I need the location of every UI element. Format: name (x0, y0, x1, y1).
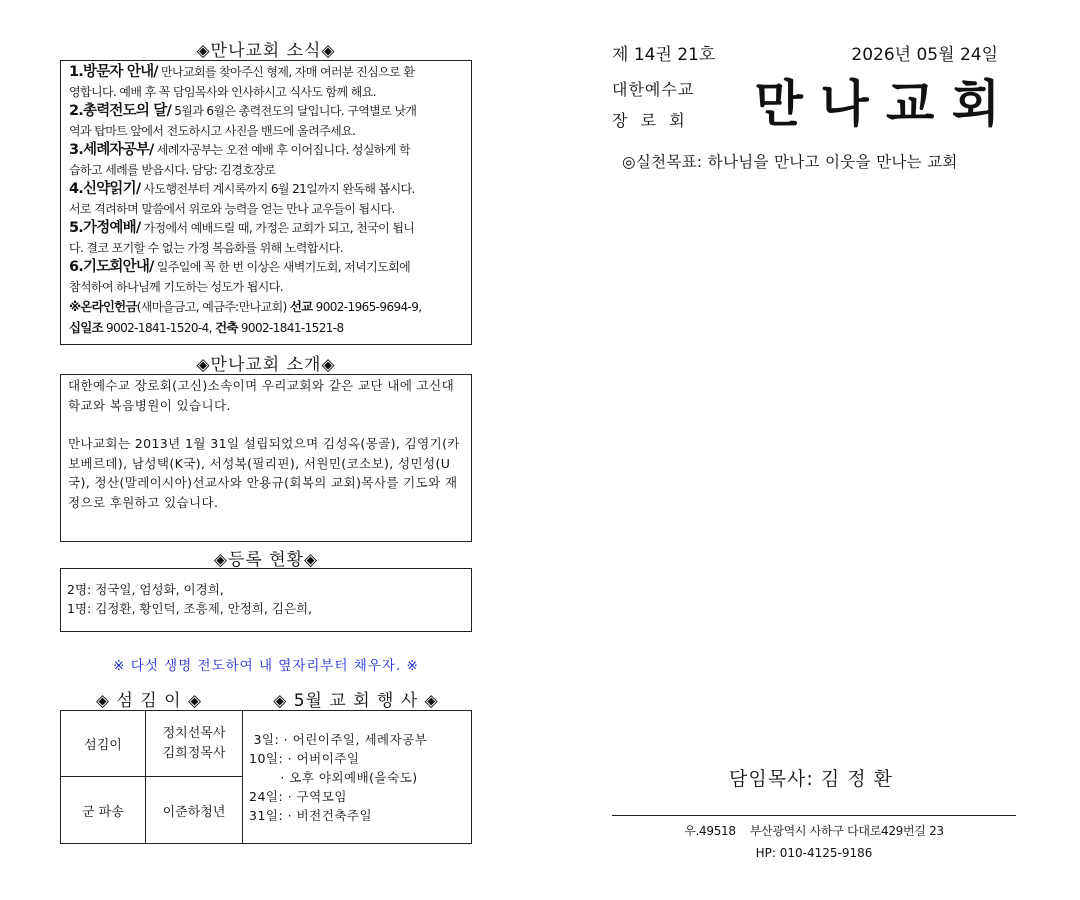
news-item-text: 사도행전부터 계시록까지 6월 21일까지 완독해 봅시다. (140, 182, 415, 196)
news-item-text: 영합니다. 예배 후 꼭 담임목사와 인사하시고 식사도 함께 해요. (69, 84, 376, 99)
events-list (249, 730, 471, 825)
church-phone: HP: 010-4125-9186 (755, 846, 873, 860)
serve-names-1 (146, 711, 243, 777)
account-text2: 9002-1841-1521-8 (237, 320, 344, 335)
events-section-title: ◈ 5월 교 회 행 사 ◈ (273, 691, 439, 711)
news-item-text: 역과 탑마트 앞에서 전도하시고 사진을 밴드에 올려주세요. (69, 123, 356, 138)
account-line (69, 318, 463, 339)
denomination-line-2: 장 로 회 (612, 111, 686, 130)
event-line: 10일: · 어버이주일 (249, 750, 360, 766)
intro-paragraph-2: 만나교회는 2013년 1월 31일 설립되었으며 김성옥(몽골), 김영기(카보베르데), 남성택(K국), 서성복(필리핀), 서원민(코소보), 성민성(U국), 정산(말레이시아)선교사와 안용규(회복의 교회)목사를 기도와 재정으로 후원하고 있습니다. (68, 436, 460, 510)
volume-number: 제 14권 21호 (612, 45, 716, 65)
news-item-line (69, 258, 463, 278)
news-item-text: 일주일에 꼭 한 번 이상은 새벽기도회, 저녁기도회에 (153, 260, 411, 274)
serve-names-2 (146, 777, 243, 844)
news-item-line (69, 278, 463, 298)
register-line-2: 2명: 정국일, 엄성화, 이경희, (67, 582, 224, 597)
news-list (69, 63, 463, 297)
news-item-text: 세례자공부는 오전 예배 후 이어집니다. 성실하게 학 (153, 143, 411, 157)
practice-goal: ◎실천목표: 하나님을 만나고 이웃을 만나는 교회 (622, 153, 958, 171)
serve-section-title: ◈ 섬 김 이 ◈ (95, 691, 203, 711)
account-text: 9002-1841-1520-4, (102, 320, 216, 335)
news-item-line (69, 122, 463, 142)
news-item-line (69, 239, 463, 259)
event-line: 3일: · 어린이주일, 세례자공부 (249, 731, 428, 747)
intro-section-title: ◈만나교회 소개◈ (196, 355, 336, 375)
account-label: 십일조 (69, 319, 103, 335)
news-item-text: 5월과 6월은 총력전도의 달입니다. 구역별로 낫개 (170, 104, 417, 118)
news-item-text: 가정에서 예배드릴 때, 가정은 교회가 되고, 천국이 됩니 (140, 221, 415, 235)
account-info (69, 297, 463, 338)
news-item-line (69, 219, 463, 239)
news-item-label: 3.세례자공부/ (69, 142, 154, 158)
news-item-line (69, 200, 463, 220)
church-address: 우.49518 부산광역시 사하구 다대로429번길 23 (684, 824, 944, 838)
church-name: 만 나 교 회 (754, 75, 1000, 133)
news-section-title: ◈만나교회 소식◈ (196, 41, 336, 61)
news-item-label: 4.신약읽기/ (69, 181, 141, 197)
register-section-title: ◈등록 현황◈ (213, 550, 319, 570)
news-item-line (69, 83, 463, 103)
senior-pastor: 담임목사: 김 정 환 (729, 768, 893, 790)
news-item-text: 다. 결코 포기할 수 없는 가정 복음화를 위해 노력합시다. (69, 240, 343, 255)
news-box (60, 60, 472, 345)
register-line-1: 1명: 김정환, 황인덕, 조흥제, 안정희, 김은희, (67, 601, 313, 616)
intro-paragraph-1: 대한예수교 장로회(고신)소속이며 우리교회와 같은 교단 내에 고신대학교와 복음병원이 있습니다. (68, 378, 455, 413)
news-item-line (69, 180, 463, 200)
news-item-label: 6.기도회안내/ (69, 259, 154, 275)
events-cell (243, 711, 472, 844)
account-label2: 선교 (289, 299, 313, 314)
event-line: 31일: · 비전건축주일 (249, 807, 373, 823)
news-item-line (69, 141, 463, 161)
intro-box (60, 374, 472, 542)
serve-role-2: 군 파송 (61, 777, 146, 844)
denomination-line-1: 대한예수교 (612, 80, 695, 99)
news-item-label: 1.방문자 안내/ (69, 64, 158, 80)
footer-divider (612, 815, 1016, 816)
account-label: ※온라인헌금 (69, 299, 137, 314)
news-item-text: 만나교회를 찾아주신 형제, 자매 여러분 진심으로 환 (157, 65, 415, 79)
account-line (69, 297, 463, 318)
news-item-text: 서로 격려하며 말씀에서 위로와 능력을 얻는 만나 교우들이 됩시다. (69, 201, 395, 216)
event-line: 24일: · 구역모임 (249, 788, 347, 804)
news-item-text: 습하고 세례를 받읍시다. 담당: 김경호장로 (69, 162, 276, 177)
news-item-text: 참석하여 하나님께 기도하는 성도가 됩시다. (69, 279, 283, 294)
account-text2: 9002-1965-9694-9, (312, 300, 422, 314)
account-label2: 건축 (215, 319, 238, 335)
news-item-line (69, 63, 463, 83)
register-box (60, 568, 472, 632)
event-line: · 오후 야외예배(을숙도) (249, 769, 418, 785)
slogan: ※ 다섯 생명 전도하여 내 옆자리부터 채우자. ※ (113, 658, 419, 674)
serve-events-table (60, 710, 472, 844)
serve-name: 정치선목사 (162, 725, 226, 741)
issue-date: 2026년 05월 24일 (851, 45, 998, 65)
news-item-line (69, 102, 463, 122)
account-text: (새마을금고, 예금주:만나교회) (136, 300, 290, 314)
serve-name: 김희정목사 (162, 745, 226, 761)
serve-role-1: 섬김이 (61, 711, 146, 777)
news-item-label: 2.총력전도의 달/ (69, 103, 171, 119)
news-item-label: 5.가정예배/ (69, 220, 141, 236)
serve-name: 이준하청년 (162, 804, 226, 820)
news-item-line (69, 161, 463, 181)
